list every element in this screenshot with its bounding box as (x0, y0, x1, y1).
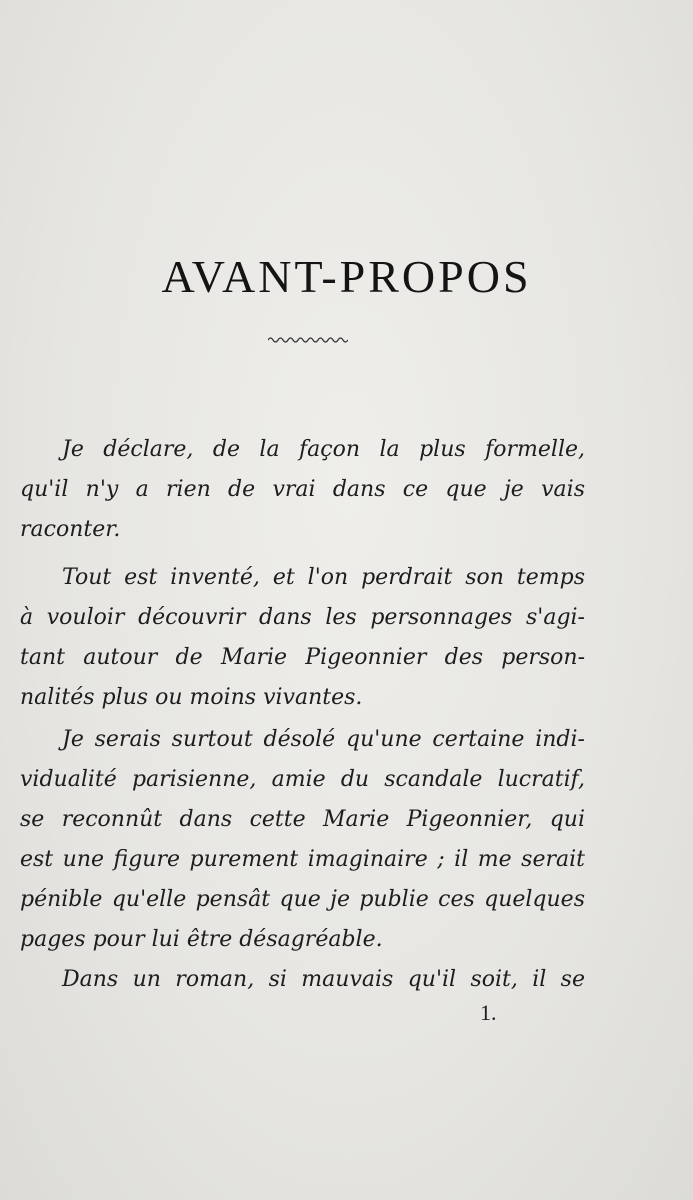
text-line: vidualité parisienne, amie du scandale lucratif, (20, 767, 585, 792)
text-line: tant autour de Marie Pigeonnier des person- (20, 645, 585, 670)
text-line: nalités plus ou moins vivantes. (20, 685, 363, 710)
page-number: 1. (480, 1000, 497, 1025)
text-line: Je déclare, de la façon la plus formelle, (62, 437, 585, 462)
text-line: pénible qu'elle pensât que je publie ces quelques (20, 887, 585, 912)
text-line: se reconnût dans cette Marie Pigeonnier, qui (20, 807, 585, 832)
text-line: Dans un roman, si mauvais qu'il soit, il se (62, 967, 585, 992)
text-line: Tout est inventé, et l'on perdrait son temps (62, 565, 585, 590)
page-title: AVANT-PROPOS (161, 251, 532, 302)
text-line: Je serais surtout désolé qu'une certaine indi- (62, 727, 585, 752)
text-line: qu'il n'y a rien de vrai dans ce que je vais (20, 477, 585, 502)
text-line: est une figure purement imaginaire ; il me serait (20, 847, 585, 872)
text-line: pages pour lui être désagréable. (20, 927, 383, 952)
text-line: à vouloir découvrir dans les personnages s'agi- (20, 605, 585, 630)
text-line: raconter. (20, 517, 121, 542)
title-ornament (268, 334, 348, 346)
